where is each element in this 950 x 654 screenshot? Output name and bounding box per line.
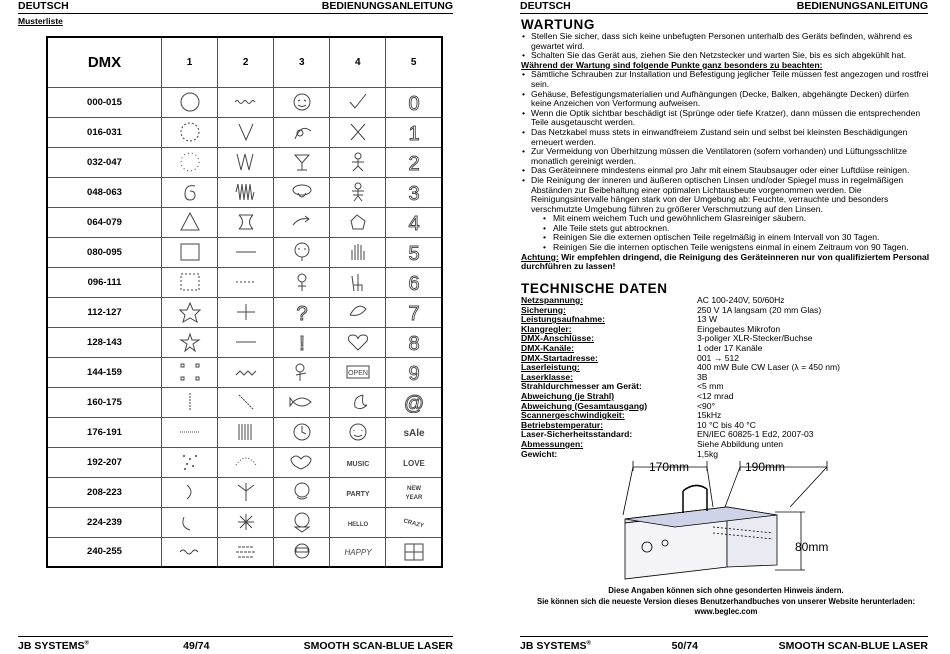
dmx-range: 112-127	[47, 297, 161, 327]
table-row	[47, 507, 442, 537]
note-text: Wir empfehlen dringend, die Reinigung des Geräteinneren nur von qualifiziertem Personal durchführen zu lassen!	[521, 251, 930, 272]
dmx-range: 224-239	[47, 507, 161, 537]
table-row	[47, 387, 442, 417]
pattern-cell	[161, 237, 217, 267]
page-header	[18, 0, 453, 14]
pattern-cell	[274, 267, 330, 297]
dmx-range: 144-159	[47, 357, 161, 387]
spec-value: AC 100-240V, 50/60Hz	[697, 295, 785, 305]
pattern-cell	[161, 117, 217, 147]
list-item: • Schalten Sie das Gerät aus, ziehen Sie den Netzstecker und warten Sie, bis es sich abgekühlt hat.	[521, 51, 931, 61]
depth-label: 190mm	[745, 460, 786, 474]
pattern-cell	[330, 507, 386, 537]
pattern-cell	[330, 477, 386, 507]
spec-key: Leistungsaufnahme:	[521, 314, 606, 325]
pattern-cell	[218, 297, 274, 327]
spec-key: Laserleistung:	[521, 362, 580, 373]
footer-brand: JB SYSTEMS®	[18, 640, 89, 652]
table-row	[47, 477, 442, 507]
list-item: • Mit einem weichem Tuch und gewöhnlichem Glasreiniger säubern.	[543, 214, 931, 224]
pattern-cell	[274, 417, 330, 447]
spec-key: Laser-Sicherheitsstandard:	[521, 429, 633, 440]
spec-value: 13 W	[697, 314, 718, 325]
page-footer	[18, 636, 453, 652]
header-title: BEDIENUNGSANLEITUNG	[796, 0, 928, 12]
warning-note	[521, 253, 931, 272]
svg-text:MUSIC: MUSIC	[346, 461, 370, 468]
spec-key: Abmessungen:	[521, 438, 584, 449]
spec-value: 15kHz	[697, 410, 722, 421]
maintenance-points-list	[521, 70, 931, 214]
column-header: 4	[330, 37, 386, 87]
svg-text:YEAR: YEAR	[405, 495, 423, 501]
spec-key: Scannergeschwindigkeit:	[521, 410, 625, 421]
pattern-cell	[218, 477, 274, 507]
spec-key: Abweichung (je Strahl)	[521, 390, 615, 401]
table-row	[47, 537, 442, 567]
svg-text:4: 4	[408, 213, 420, 233]
list-item: • Sämtliche Schrauben zur Installation und Befestigung jeglicher Teile müssen fest angezogen und rostfrei sein.	[521, 70, 931, 89]
pattern-cell	[218, 147, 274, 177]
svg-text:LOVE: LOVE	[402, 459, 425, 468]
spec-value: EN/IEC 60825-1 Ed2, 2007-03	[697, 429, 814, 440]
maintenance-section	[521, 17, 931, 272]
pattern-cell	[161, 207, 217, 237]
header-title: BEDIENUNGSANLEITUNG	[321, 0, 453, 12]
spec-value: 001 → 512	[697, 352, 740, 363]
spec-key: Sicherung:	[521, 304, 566, 315]
pattern-cell	[274, 87, 330, 117]
spec-key: DMX-Startadresse:	[521, 352, 598, 363]
spec-value: <12 mrad	[697, 390, 734, 401]
svg-text:@: @	[403, 393, 424, 413]
pattern-cell	[218, 327, 274, 357]
svg-text:OPEN: OPEN	[347, 370, 368, 377]
pattern-cell	[161, 87, 217, 117]
pattern-cell	[161, 357, 217, 387]
pattern-cell	[218, 507, 274, 537]
specs-section	[521, 281, 931, 459]
pattern-cell	[218, 87, 274, 117]
table-row	[47, 327, 442, 357]
pattern-cell	[218, 537, 274, 567]
pattern-cell	[274, 327, 330, 357]
cleaning-sub-list	[543, 214, 931, 252]
pattern-cell	[218, 267, 274, 297]
dmx-range: 176-191	[47, 417, 161, 447]
dmx-range: 064-079	[47, 207, 161, 237]
pattern-cell	[218, 447, 274, 477]
svg-text:8: 8	[408, 333, 420, 353]
page-footer	[520, 636, 928, 652]
spec-value: 10 °C bis 40 °C	[697, 419, 756, 430]
pattern-cell	[330, 237, 386, 267]
table-row	[47, 177, 442, 207]
pattern-cell	[161, 387, 217, 417]
pattern-cell	[274, 207, 330, 237]
footer-brand: JB SYSTEMS®	[520, 640, 591, 652]
pattern-cell	[386, 237, 442, 267]
pattern-cell	[274, 537, 330, 567]
svg-text:7: 7	[408, 303, 420, 323]
pattern-cell	[274, 297, 330, 327]
pattern-cell	[161, 537, 217, 567]
pattern-cell	[330, 117, 386, 147]
page-number: 50/74	[671, 640, 698, 652]
dmx-range: 032-047	[47, 147, 161, 177]
pattern-cell	[274, 117, 330, 147]
pattern-cell	[218, 237, 274, 267]
website-link[interactable]: www.beglec.com	[694, 607, 758, 616]
svg-text:0: 0	[408, 93, 420, 113]
maintenance-intro-list	[521, 32, 931, 61]
table-row	[47, 297, 442, 327]
header-language: DEUTSCH	[18, 0, 69, 12]
dmx-range: 096-111	[47, 267, 161, 297]
spec-value: Siehe Abbildung unten	[697, 438, 784, 449]
spec-value: <90°	[697, 400, 716, 411]
specs-table	[521, 296, 840, 459]
pattern-cell	[330, 417, 386, 447]
dimension-drawing	[595, 455, 865, 585]
pattern-cell	[161, 177, 217, 207]
svg-text:sAle: sAle	[403, 428, 425, 439]
disclaimer	[521, 586, 931, 618]
width-label: 170mm	[649, 460, 690, 474]
header-language: DEUTSCH	[520, 0, 571, 12]
pattern-cell	[330, 387, 386, 417]
spec-key: Gewicht:	[521, 448, 558, 459]
pattern-cell	[386, 267, 442, 297]
spec-value: 3B	[697, 371, 708, 382]
list-item: • Wenn die Optik sichtbar beschädigt ist (Sprünge oder tiefe Kratzer), dann müssen die entsprechenden Teile ausgetauscht werden.	[521, 109, 931, 128]
dmx-range: 016-031	[47, 117, 161, 147]
pattern-cell	[330, 177, 386, 207]
svg-text:NEW: NEW	[406, 486, 421, 492]
table-header-row	[47, 37, 442, 87]
column-header: 3	[274, 37, 330, 87]
spec-value: 3-poliger XLR-Stecker/Buchse	[697, 333, 813, 344]
list-item: • Das Netzkabel muss stets in einwandfreiem Zustand sein und selbst bei kleinsten Beschädigungen erneuert werden.	[521, 128, 931, 147]
pattern-cell	[386, 177, 442, 207]
page-header	[520, 0, 928, 14]
column-header: 1	[161, 37, 217, 87]
svg-text:HAPPY: HAPPY	[344, 547, 372, 557]
footer-product: SMOOTH SCAN-BLUE LASER	[303, 640, 453, 652]
spec-value: 1,5kg	[697, 448, 719, 459]
pattern-cell	[330, 297, 386, 327]
list-item: • Reinigen Sie die externen optischen Teile regelmäßig in einem Intervall von 30 Tagen.	[543, 233, 931, 243]
svg-text:9: 9	[408, 363, 420, 383]
pattern-cell	[386, 447, 442, 477]
dmx-range: 080-095	[47, 237, 161, 267]
dmx-range: 128-143	[47, 327, 161, 357]
pattern-cell	[161, 327, 217, 357]
pattern-cell	[330, 357, 386, 387]
spec-key: DMX-Anschlüsse:	[521, 333, 595, 344]
spec-key: Klangregler:	[521, 323, 572, 334]
pattern-table	[46, 36, 443, 568]
pattern-cell	[274, 147, 330, 177]
pattern-cell	[274, 387, 330, 417]
svg-text:?: ?	[296, 303, 308, 323]
svg-text:CRAZY: CRAZY	[402, 518, 424, 530]
pattern-cell	[330, 207, 386, 237]
table-row	[47, 87, 442, 117]
pattern-cell	[386, 147, 442, 177]
pattern-cell	[386, 207, 442, 237]
list-item: • Das Geräteinnere mindestens einmal pro Jahr mit einem Staubsauger oder einer Luftdüse reinigen.	[521, 166, 931, 176]
disclaimer-line: Diese Angaben können sich ohne gesonderten Hinweis ändern.	[608, 586, 844, 595]
svg-text:3: 3	[408, 183, 420, 203]
dmx-range: 000-015	[47, 87, 161, 117]
spec-key: DMX-Kanäle:	[521, 342, 575, 353]
spec-value: 400 mW Bule CW Laser (λ = 450 nm)	[697, 362, 841, 373]
list-item: • Zur Vermeidung von Überhitzung müssen die Ventilatoren (sofern vorhanden) und Lüftungsschlitze monatlich gereinigt werden.	[521, 147, 931, 166]
pattern-cell	[330, 147, 386, 177]
spec-key: Betriebstemperatur:	[521, 419, 604, 430]
pattern-cell	[161, 297, 217, 327]
pattern-cell	[386, 507, 442, 537]
disclaimer-line: Sie können sich die neueste Version dieses Benutzerhandbuches von unserer Website herunterladen:	[536, 596, 916, 606]
svg-text:HELLO: HELLO	[347, 522, 368, 528]
spec-value: Eingebautes Mikrofon	[697, 323, 781, 334]
pattern-cell	[330, 447, 386, 477]
height-label: 80mm	[795, 540, 829, 554]
dmx-column-header: DMX	[47, 37, 161, 87]
pattern-cell	[161, 477, 217, 507]
pattern-cell	[330, 87, 386, 117]
pattern-cell	[386, 297, 442, 327]
footer-product: SMOOTH SCAN-BLUE LASER	[778, 640, 928, 652]
spec-value: <5 mm	[697, 381, 724, 392]
list-item: • Gehäuse, Befestigungsmaterialien und Aufhängungen (Decke, Balken, abgehängte Decken) dürfen keine Anzeichen von Verformung aufweisen.	[521, 90, 931, 109]
pattern-cell	[330, 267, 386, 297]
table-row	[47, 447, 442, 477]
spec-key: Laserklasse:	[521, 371, 574, 382]
list-item: • Alle Teile stets gut abtrocknen.	[543, 224, 931, 234]
points-heading: Während der Wartung sind folgende Punkte ganz besonders zu beachten:	[521, 59, 823, 70]
pattern-cell	[386, 477, 442, 507]
dmx-range: 208-223	[47, 477, 161, 507]
table-row	[47, 207, 442, 237]
pattern-cell	[218, 117, 274, 147]
pattern-cell	[218, 417, 274, 447]
table-row	[47, 267, 442, 297]
table-row	[47, 357, 442, 387]
svg-text:1: 1	[408, 123, 420, 143]
list-item: • Reinigen Sie die internen optischen Teile wenigstens einmal in einem Zeitraum von 90 Tagen.	[543, 243, 931, 253]
list-item: • Die Reinigung der inneren und äußeren optischen Linsen und/oder Spiegel muss in regelmäßigen Abständen zur Beibehaltung einer optimalen Lichtausbeute vorgenommen werden. Die Reinigungsintervalle hängen stark von der Umgebung ab: Feuchte, verrauchte und besonders verschmutzte Umgebung führen zu größerer Verschmutzung auf den Linsen.	[521, 176, 931, 214]
dmx-range: 240-255	[47, 537, 161, 567]
pattern-cell	[161, 447, 217, 477]
pattern-cell	[161, 147, 217, 177]
pattern-cell	[274, 237, 330, 267]
pattern-cell	[386, 387, 442, 417]
pattern-table-body	[47, 87, 442, 567]
pattern-cell	[161, 267, 217, 297]
pattern-cell	[274, 507, 330, 537]
column-header: 5	[386, 37, 442, 87]
dmx-range: 192-207	[47, 447, 161, 477]
spec-row	[521, 440, 840, 450]
spec-key: Abweichung (Gesamtausgang)	[521, 400, 648, 411]
pattern-cell	[274, 477, 330, 507]
pattern-cell	[386, 327, 442, 357]
svg-text:5: 5	[408, 243, 420, 263]
note-label: Achtung:	[521, 251, 559, 262]
section-heading: WARTUNG	[521, 17, 595, 32]
table-row	[47, 117, 442, 147]
pattern-cell	[218, 207, 274, 237]
pattern-cell	[274, 177, 330, 207]
pattern-cell	[386, 357, 442, 387]
svg-text:2: 2	[408, 153, 420, 173]
pattern-cell	[330, 327, 386, 357]
svg-text:!: !	[298, 333, 305, 353]
pattern-cell	[386, 117, 442, 147]
pattern-cell	[161, 417, 217, 447]
pattern-cell	[218, 177, 274, 207]
pattern-cell	[330, 537, 386, 567]
pattern-cell	[274, 357, 330, 387]
spec-key: Netzspannung:	[521, 295, 584, 305]
column-header: 2	[218, 37, 274, 87]
section-heading: TECHNISCHE DATEN	[521, 281, 668, 296]
spec-value: 1 oder 17 Kanäle	[697, 342, 763, 353]
pattern-cell	[218, 357, 274, 387]
pattern-cell	[386, 87, 442, 117]
list-item: • Stellen Sie sicher, dass sich keine unbefugten Personen unterhalb des Geräts befinden, während es gewartet wird.	[521, 32, 931, 51]
pattern-cell	[386, 417, 442, 447]
dmx-range: 160-175	[47, 387, 161, 417]
table-row	[47, 417, 442, 447]
pattern-cell	[274, 447, 330, 477]
spec-value: 250 V 1A langsam (20 mm Glas)	[697, 304, 822, 315]
pattern-cell	[161, 507, 217, 537]
section-label: Musterliste	[18, 16, 63, 26]
table-row	[47, 147, 442, 177]
pattern-cell	[386, 537, 442, 567]
svg-text:6: 6	[408, 273, 420, 293]
page-number: 49/74	[183, 640, 210, 652]
table-row	[47, 237, 442, 267]
svg-text:PARTY: PARTY	[346, 491, 370, 498]
spec-key: Strahldurchmesser am Gerät:	[521, 381, 642, 392]
pattern-cell	[218, 387, 274, 417]
dmx-range: 048-063	[47, 177, 161, 207]
